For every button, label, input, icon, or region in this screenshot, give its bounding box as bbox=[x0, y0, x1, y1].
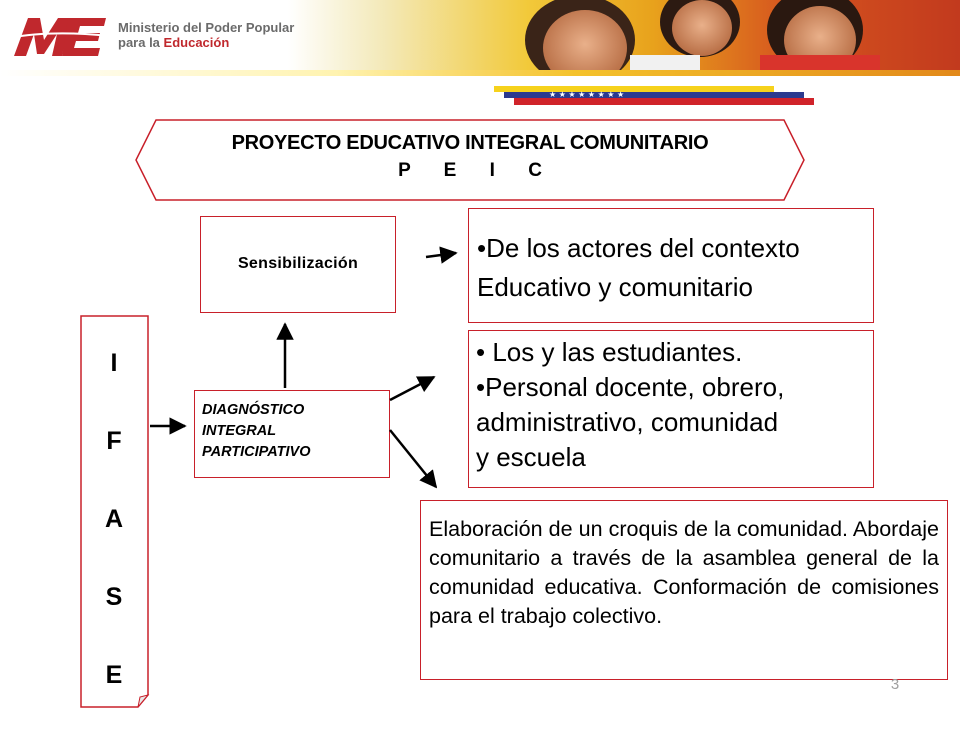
estudiantes-line-4: y escuela bbox=[476, 442, 586, 472]
header-banner bbox=[0, 0, 960, 76]
estudiantes-line-3: administrativo, comunidad bbox=[476, 407, 779, 437]
fase-letter: F bbox=[106, 427, 122, 455]
sensibilizacion-box bbox=[200, 216, 396, 313]
actores-box bbox=[468, 208, 874, 323]
actores-line-2: Educativo y comunitario bbox=[477, 272, 754, 302]
fase-letters bbox=[80, 340, 148, 730]
banner-stripe bbox=[0, 70, 960, 76]
arrow-sens-to-actores bbox=[426, 253, 456, 257]
ministry-name bbox=[118, 20, 294, 50]
ministry-logo-icon bbox=[10, 10, 110, 60]
diagnostico-line-2: INTEGRAL bbox=[202, 423, 277, 439]
sensibilizacion-label: Sensibilización bbox=[237, 255, 359, 272]
fase-letter: S bbox=[105, 583, 123, 611]
fase-letter: I bbox=[110, 349, 118, 377]
fase-letter: A bbox=[104, 505, 124, 533]
children-photo bbox=[470, 0, 950, 70]
page-title: PROYECTO EDUCATIVO INTEGRAL COMUNITARIO bbox=[231, 132, 709, 154]
ministry-name-line1: Ministerio del Poder Popular bbox=[118, 20, 295, 35]
fase-letter: E bbox=[105, 661, 123, 689]
venezuela-flag-strip bbox=[494, 86, 814, 110]
ministry-name-line2-bold: Educación bbox=[163, 35, 230, 50]
title-banner bbox=[134, 118, 806, 202]
estudiantes-line-2: •Personal docente, obrero, bbox=[476, 372, 785, 402]
arrow-diag-to-elaboracion bbox=[390, 430, 436, 487]
estudiantes-line-1: • Los y las estudiantes. bbox=[476, 337, 743, 367]
diagnostico-line-3: PARTICIPATIVO bbox=[202, 444, 311, 460]
estudiantes-box bbox=[468, 330, 874, 488]
diagnostico-line-1: DIAGNÓSTICO bbox=[202, 402, 305, 418]
svg-text:★ ★ ★ ★ ★ ★ ★ ★: ★ ★ ★ ★ ★ ★ ★ ★ bbox=[549, 90, 625, 99]
elaboracion-box bbox=[420, 500, 948, 680]
elaboracion-text: Elaboración de un croquis de la comunidad. Abordaje comunitario a través de la asamblea general de la comunidad educativa. Conformación de comisiones para el trabajo colectivo. bbox=[429, 517, 939, 628]
page-subtitle: P E I C bbox=[398, 160, 542, 181]
page-number: 3 bbox=[890, 676, 900, 693]
arrow-diag-to-estudiantes bbox=[390, 377, 434, 400]
actores-line-1: •De los actores del contexto bbox=[477, 233, 800, 263]
ministry-name-line2-prefix: para la bbox=[118, 35, 164, 50]
diagnostico-box bbox=[194, 390, 390, 478]
